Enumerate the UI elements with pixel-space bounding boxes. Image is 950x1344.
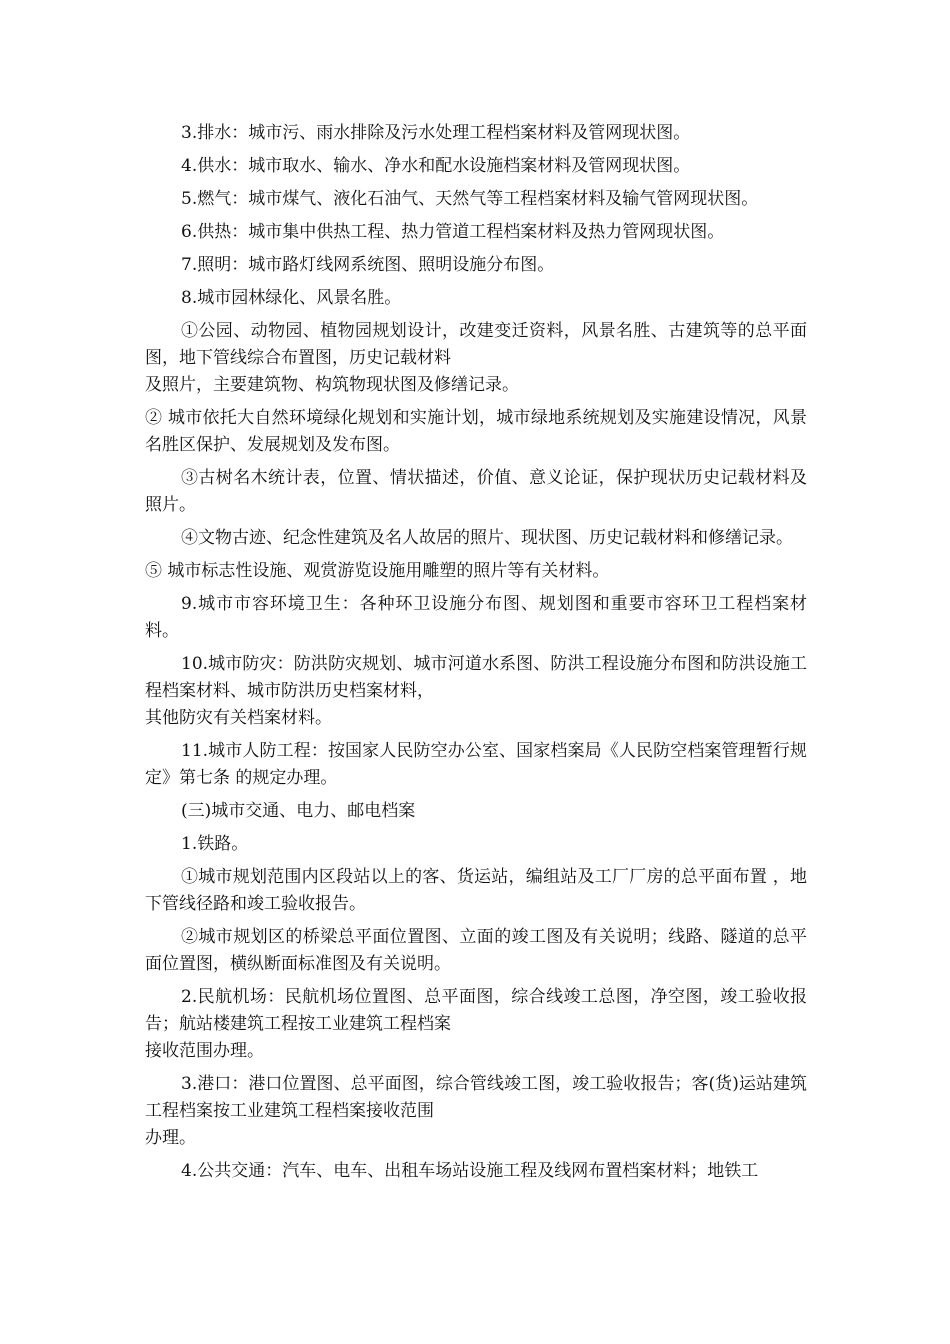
paragraph-water-supply: 4.供水：城市取水、输水、净水和配水设施档案材料及管网现状图。 xyxy=(181,156,691,176)
paragraph-airport: 2.民航机场：民航机场位置图、总平面图，综合线竣工总图，净空图，竣工验收报告；航站楼建筑工程按工业建筑工程档案 接收范围办理。 xyxy=(145,987,807,1061)
paragraph-item-5: ⑤ 城市标志性设施、观赏游览设施用雕塑的照片等有关材料。 xyxy=(145,561,610,581)
paragraph-disaster-prevention: 10.城市防灾：防洪防灾规划、城市河道水系图、防洪工程设施分布图和防洪设施工程档案材料、城市防洪历史档案材料， 其他防灾有关档案材料。 xyxy=(145,654,807,728)
paragraph-drainage: 3.排水：城市污、雨水排除及污水处理工程档案材料及管网现状图。 xyxy=(181,123,691,143)
paragraph-item-2: ② 城市依托大自然环境绿化规划和实施计划，城市绿地系统规划及实施建设情况，风景名胜区保护、发展规划及发布图。 xyxy=(145,408,807,455)
paragraph-railway: 1.铁路。 xyxy=(181,834,249,854)
paragraph-landscaping: 8.城市园林绿化、风景名胜。 xyxy=(181,288,402,308)
paragraph-gas: 5.燃气：城市煤气、液化石油气、天然气等工程档案材料及输气管网现状图。 xyxy=(181,189,759,209)
paragraph-lighting: 7.照明：城市路灯线网系统图、照明设施分布图。 xyxy=(181,255,555,275)
paragraph-port: 3.港口：港口位置图、总平面图，综合管线竣工图，竣工验收报告；客(货)运站建筑工程档案按工业建筑工程档案接收范围 办理。 xyxy=(145,1074,807,1148)
paragraph-item-3: ③古树名木统计表，位置、情状描述，价值、意义论证，保护现状历史记载材料及照片。 xyxy=(145,468,807,515)
document-body xyxy=(145,120,807,1191)
paragraph-railway-item-2: ②城市规划区的桥梁总平面位置图、立面的竣工图及有关说明；线路、隧道的总平面位置图，横纵断面标准图及有关说明。 xyxy=(145,927,807,974)
paragraph-item-1: ①公园、动物园、植物园规划设计，改建变迁资料，风景名胜、古建筑等的总平面图，地下管线综合布置图，历史记载材料 及照片，主要建筑物、构筑物现状图及修缮记录。 xyxy=(145,321,807,395)
section-heading-transport: (三)城市交通、电力、邮电档案 xyxy=(181,801,416,821)
paragraph-civil-defense: 11.城市人防工程：按国家人民防空办公室、国家档案局《人民防空档案管理暂行规定》第七条 的规定办理。 xyxy=(145,741,807,788)
paragraph-sanitation: 9.城市市容环境卫生：各种环卫设施分布图、规划图和重要市容环卫工程档案材料。 xyxy=(145,594,807,641)
paragraph-heating: 6.供热：城市集中供热工程、热力管道工程档案材料及热力管网现状图。 xyxy=(181,222,725,242)
paragraph-item-4: ④文物古迹、纪念性建筑及名人故居的照片、现状图、历史记载材料和修缮记录。 xyxy=(181,528,793,548)
paragraph-railway-item-1: ①城市规划范围内区段站以上的客、货运站，编组站及工厂厂房的总平面布置 ，地下管线径路和竣工验收报告。 xyxy=(145,867,807,914)
paragraph-public-transport: 4.公共交通：汽车、电车、出租车场站设施工程及线网布置档案材料；地铁工 xyxy=(181,1161,759,1181)
